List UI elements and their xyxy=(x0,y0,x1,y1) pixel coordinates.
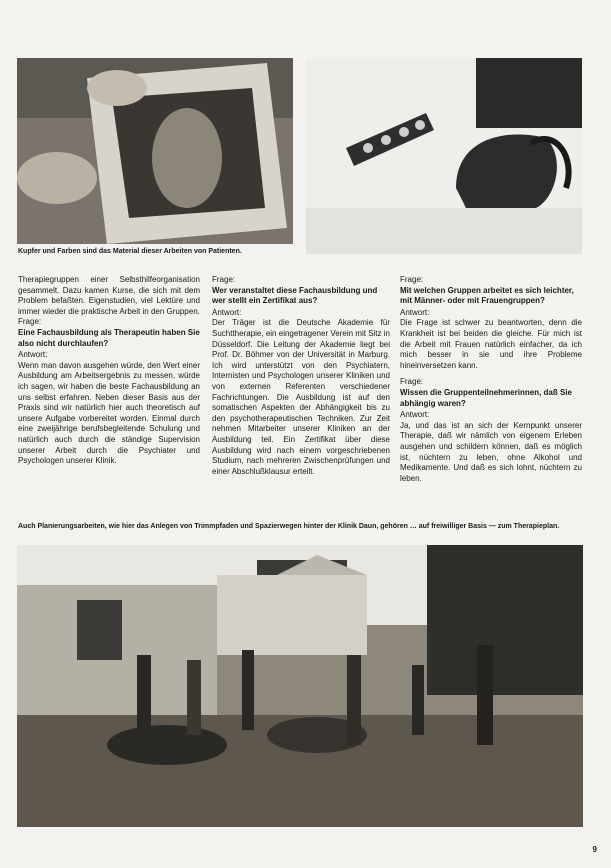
answer-text: Wenn man davon ausgehen würde, den Wert einer Ausbildung am Arbeitsergebnis zu messen, würde ich sagen, wir haben die beste Fachausbildung an uns selbst erfahren. Neben dieser Basis aus der Praxis sind wir natürlich hier auch theoretisch auf unsere Aufgabe vorbereitet worden. Einmal durch eine zweijährige berufsbegleitende Schulung und natürlich auch durch die ständige Supervision unserer Arbeit durch die Psychiater und Psychologen unserer Klinik. xyxy=(18,360,200,466)
text-column-3 xyxy=(400,275,582,484)
question-text: Wissen die Gruppenteilnehmerinnen, daß Sie abhängig waren? xyxy=(400,387,572,408)
question-label: Frage: xyxy=(212,275,236,284)
question-label: Frage: xyxy=(400,275,424,284)
question-block-2 xyxy=(212,275,390,307)
answer-label: Antwort: xyxy=(400,307,430,317)
landscaping-image xyxy=(17,545,583,827)
photo-caption-middle: Auch Planierungsarbeiten, wie hier das Anlegen von Trimmpfaden und Spazierwegen hinter der Klinik Daun, gehören … auf freiwilliger Basis — zum Therapieplan. xyxy=(18,523,560,530)
copper-relief-image xyxy=(17,58,293,244)
photo-copper-relief xyxy=(17,58,293,244)
page-number: 9 xyxy=(592,845,597,854)
question-text: Eine Fachausbildung als Therapeutin haben Sie also nicht durchlaufen? xyxy=(18,327,200,348)
column1-intro: Therapiegruppen einer Selbsthilfeorganisation gesammelt. Dazu kamen Kurse, die sich mit dem Problem befaßten. Eigenstudien, viel Lektüre und immer wieder die praktische Arbeit in den Gruppen. xyxy=(18,275,200,316)
question-block-4 xyxy=(400,377,582,409)
question-label: Frage: xyxy=(18,317,42,327)
question-text: Mit welchen Gruppen arbeitet es sich leichter, mit Männer- oder mit Frauengruppen? xyxy=(400,285,574,306)
question-label: Frage: xyxy=(400,377,424,387)
rooster-painting-image xyxy=(306,58,582,254)
photo-painting-rooster xyxy=(306,58,582,254)
question-block-1 xyxy=(18,317,200,349)
answer-label: Antwort: xyxy=(400,410,430,420)
answer-text: Der Träger ist die Deutsche Akademie für Suchttherapie, ein eingetragener Verein mit Sitz in Düsseldorf. Die Leitung der Akademie liegt bei Prof. Dr. Böhmer von der Universität in Marburg. Ich wird unterstützt von den Psychiatern, Internisten und Psychologen unserer Kliniken und von externen Referenten verschiedener Fachrichtungen. Die Ausbildung ist auf den somatischen Aspekten der Abhängigkeit bis zu den psychotherapeutischen Techniken. Zur Zeit nehmen Mitarbeiter unserer Kliniken an der Ausbildung teil. Ein Zertifikat über diese Ausbildung wird nach einem vorgeschriebenen Studium, nach mehreren Zwischenprüfungen und einer Abschlußklausur erteilt. xyxy=(212,318,390,476)
photo-landscaping-work xyxy=(17,545,583,827)
answer-text: Ja, und das ist an sich der Kernpunkt unserer Therapie, daß wir nämlich von eigenem Erleben ausgehen und schildern können, daß es möglich ist, nüchtern zu leben, ohne Alkohol und Medikamente. Und daß es sich lohnt, nüchtern zu leben. xyxy=(400,420,582,483)
answer-label: Antwort: xyxy=(212,307,242,317)
answer-text: Die Frage ist schwer zu beantworten, denn die Krankheit ist bei beiden die gleiche. Für mich ist die Arbeit mit Frauen natürlich einfacher, da ich mich besser in sie und ihre Probleme hineinversetzen kann. xyxy=(400,318,582,370)
question-text: Wer veranstaltet diese Fachausbildung und wer stellt ein Zertifikat aus? xyxy=(212,285,378,306)
text-column-1 xyxy=(18,275,200,467)
text-column-2 xyxy=(212,275,390,477)
question-block-3 xyxy=(400,275,582,307)
photo-caption-top: Kupfer und Farben sind das Material dieser Arbeiten von Patienten. xyxy=(18,248,242,255)
answer-label: Antwort: xyxy=(18,350,48,360)
